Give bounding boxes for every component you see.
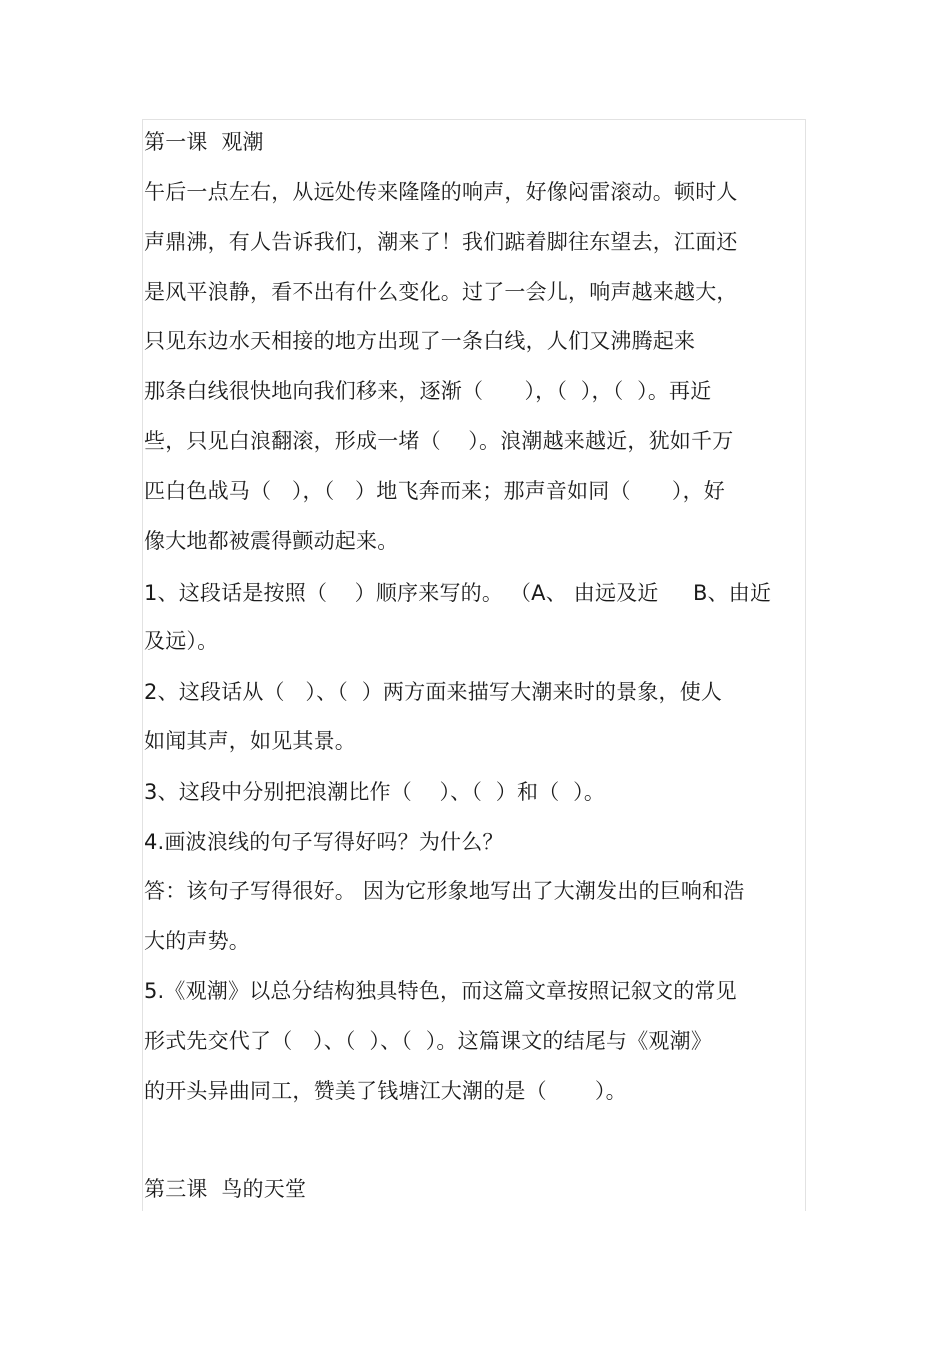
answer-4: 答：该句子写得很好。 因为它形象地写出了大潮发出的巨响和浩 [144,879,745,903]
question-5-cont: 形式先交代了（ ）、（ ）、（ ）。这篇课文的结尾与《观潮》 [144,1029,713,1053]
lesson-3-title: 第三课 鸟的天堂 [144,1177,307,1201]
question-3: 3、这段中分别把浪潮比作（ ）、（ ）和（ ）。 [144,780,606,804]
question-2: 2、这段话从（ ）、（ ）两方面来描写大潮来时的景象，使人 [144,680,723,704]
question-2-cont: 如闻其声，如见其景。 [144,729,356,753]
question-5: 5.《观潮》以总分结构独具特色，而这篇文章按照记叙文的常见 [144,979,737,1003]
question-4: 4.画波浪线的句子写得好吗？为什么？ [144,830,504,854]
passage-line: 些，只见白浪翻滚，形成一堵（ ）。浪潮越来越近，犹如千万 [144,429,734,453]
passage-line: 是风平浪静，看不出有什么变化。过了一会儿，响声越来越大， [144,280,738,304]
answer-4-cont: 大的声势。 [144,929,250,953]
passage-line: 声鼎沸，有人告诉我们，潮来了！我们踮着脚往东望去，江面还 [144,230,738,254]
passage-line: 午后一点左右，从远处传来隆隆的响声，好像闷雷滚动。顿时人 [144,180,738,204]
passage-line: 像大地都被震得颤动起来。 [144,529,399,553]
lesson-1-title: 第一课 观潮 [144,130,264,154]
question-1-cont: 及远）。 [144,629,219,653]
question-1: 1、这段话是按照（ ）顺序来写的。 （A、 由远及近 B、由近 [144,581,772,605]
passage-line: 只见东边水天相接的地方出现了一条白线，人们又沸腾起来 [144,329,696,353]
passage-line: 匹白色战马（ ），（ ）地飞奔而来；那声音如同（ ），好 [144,479,726,503]
passage-line: 那条白线很快地向我们移来，逐渐（ ），（ ），（ ）。再近 [144,379,712,403]
question-5-cont: 的开头异曲同工，赞美了钱塘江大潮的是（ ）。 [144,1079,627,1103]
